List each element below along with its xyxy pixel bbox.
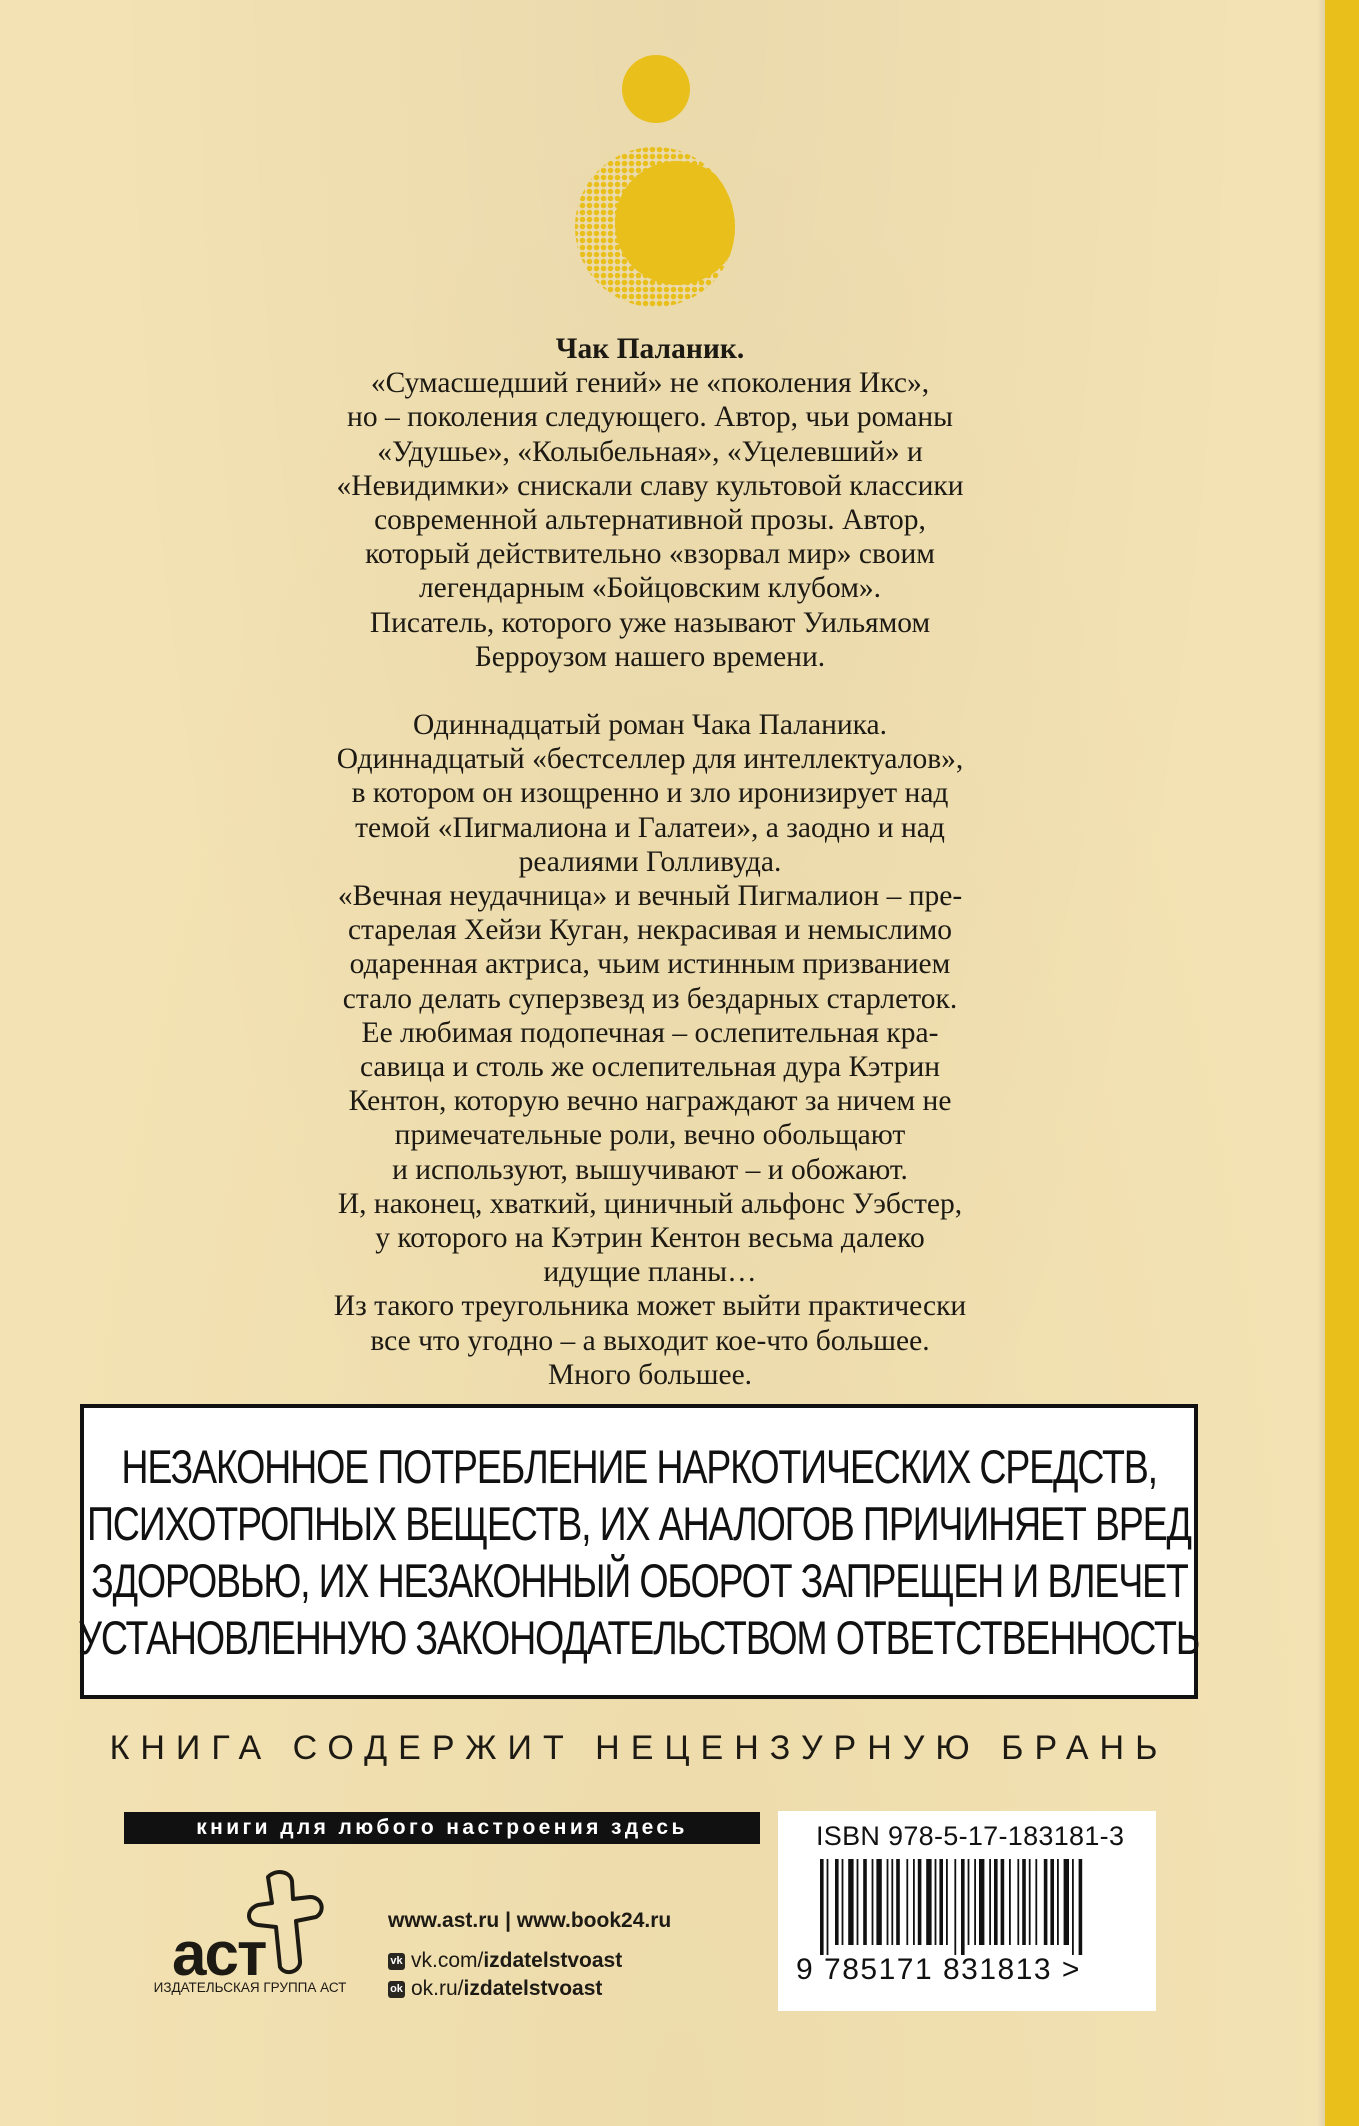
book-annotation — [170, 332, 1130, 1392]
barcode-bar — [857, 1859, 859, 1945]
paragraph-gap — [170, 674, 1130, 708]
annotation-line: «Вечная неудачница» и вечный Пигмалион – пре- — [337, 880, 963, 913]
annotation-line: Одиннадцатый роман Чака Паланика. — [412, 709, 888, 742]
barcode-bar — [1057, 1859, 1059, 1945]
promo-banner: книги для любого настроения здесь — [124, 1812, 760, 1844]
annotation-line: Одиннадцатый «бестселлер для интеллектуалов», — [336, 743, 964, 776]
ok-prefix: ok.ru/ — [411, 1977, 464, 2000]
barcode-bar — [906, 1859, 908, 1945]
annotation-line: современной альтернативной прозы. Автор, — [374, 504, 926, 537]
barcode-bar — [994, 1859, 998, 1945]
warning-line: НЕЗАКОННОЕ ПОТРЕБЛЕНИЕ НАРКОТИЧЕСКИХ СРЕДСТВ, — [121, 1439, 1157, 1493]
barcode-bar — [1079, 1859, 1083, 1955]
barcode-bar — [989, 1859, 991, 1945]
barcode-bar — [1029, 1859, 1031, 1945]
barcode-bar — [863, 1859, 867, 1945]
annotation-line: в котором он изощренно и зло иронизирует над — [351, 777, 949, 810]
barcode-bar — [1064, 1859, 1069, 1945]
annotation-line: «Невидимки» снискали славу культовой классики — [336, 469, 964, 502]
barcode-bar — [1009, 1859, 1011, 1945]
vk-link[interactable] — [388, 1948, 671, 1974]
barcode-icon — [816, 1859, 1116, 1955]
websites-link[interactable] — [388, 1906, 671, 1936]
barcode-bar — [827, 1859, 829, 1955]
author-name: Чак Паланик. — [555, 333, 745, 365]
ok-handle: izdatelstvoast — [463, 1977, 603, 2000]
barcode-bar — [1035, 1859, 1037, 1945]
publisher-links — [388, 1906, 671, 2002]
barcode-bar — [1001, 1859, 1005, 1945]
obscene-language-notice: КНИГА СОДЕРЖИТ НЕЦЕНЗУРНУЮ БРАНЬ — [109, 1729, 1169, 1767]
annotation-line: Писатель, которого уже называют Уильямом — [369, 606, 931, 639]
annotation-line: стало делать суперзвезд из бездарных старлеток. — [342, 982, 958, 1015]
annotation-line: Много большее. — [547, 1358, 753, 1391]
yellow-spine-edge — [1325, 0, 1359, 2126]
halftone-circles-decoration — [565, 55, 735, 315]
vk-handle: izdatelstvoast — [483, 1949, 623, 1972]
barcode-bar — [954, 1859, 956, 1955]
annotation-line: и используют, вышучивают – и обожают. — [392, 1153, 908, 1186]
barcode-bar — [918, 1859, 922, 1945]
barcode-bar — [979, 1859, 984, 1945]
barcode-bar — [946, 1859, 948, 1945]
barcode-bar — [887, 1859, 889, 1945]
annotation-line: все что угодно – а выходит кое-что большее. — [370, 1324, 930, 1357]
barcode-bar — [1050, 1859, 1054, 1945]
annotation-line: идущие планы… — [543, 1256, 757, 1289]
warning-line: ПСИХОТРОПНЫХ ВЕЩЕСТВ, ИХ АНАЛОГОВ ПРИЧИНЯЕТ ВРЕД — [87, 1496, 1191, 1550]
warning-line: УСТАНОВЛЕННУЮ ЗАКОНОДАТЕЛЬСТВОМ ОТВЕТСТВЕННОСТЬ — [78, 1610, 1200, 1664]
barcode-bar — [876, 1859, 881, 1945]
barcode-bar — [1072, 1859, 1074, 1955]
vk-link-text — [411, 1948, 622, 1974]
annotation-line: «Удушье», «Колыбельная», «Уцелевший» и — [377, 435, 923, 468]
small-solid-circle — [622, 55, 690, 123]
annotation-line: у которого на Кэтрин Кентон весьма далеко — [375, 1222, 925, 1255]
barcode-bar — [974, 1859, 976, 1945]
warning-line: ЗДОРОВЬЮ, ИХ НЕЗАКОННЫЙ ОБОРОТ ЗАПРЕЩЕН И ВЛЕЧЕТ — [90, 1553, 1188, 1607]
vk-prefix: vk.com/ — [411, 1949, 484, 1972]
barcode-bar — [820, 1859, 824, 1955]
annotation-line: примечательные роли, вечно обольщают — [394, 1119, 906, 1152]
publisher-caption: ИЗДАТЕЛЬСКАЯ ГРУППА АСТ — [153, 1980, 347, 1995]
annotation-line: легендарным «Бойцовским клубом». — [418, 572, 882, 605]
barcode-bar — [913, 1859, 915, 1945]
websites-text: www.ast.ru | www.book24.ru — [388, 1909, 672, 1932]
isbn-number: ISBN 978-5-17-183181-3 — [816, 1821, 1125, 1851]
spine-shadow — [1317, 0, 1325, 2126]
barcode-bar — [961, 1859, 965, 1955]
barcode-bar — [939, 1859, 943, 1945]
annotation-line: Кентон, которую вечно награждают за ничем не — [348, 1085, 952, 1118]
ok-icon: ok — [388, 1981, 405, 1998]
barcode-bar — [848, 1859, 853, 1945]
annotation-line: Ее любимая подопечная – ослепительная кра- — [361, 1016, 939, 1049]
barcode-bar — [926, 1859, 931, 1945]
barcode-bar — [935, 1859, 937, 1945]
barcode-bar — [896, 1859, 900, 1945]
ast-logo-text: аст — [172, 1920, 266, 1989]
barcode-bar — [1017, 1859, 1019, 1945]
barcode-bar — [891, 1859, 893, 1945]
annotation-line: савица и столь же ослепительная дура Кэтрин — [359, 1051, 941, 1084]
ok-link[interactable] — [388, 1976, 671, 2002]
annotation-line: И, наконец, хваткий, циничный альфонс Уэбстер, — [337, 1187, 963, 1220]
annotation-line: реалиями Голливуда. — [518, 845, 782, 878]
isbn-barcode-digits: 9 785171 831813 > — [796, 1953, 1081, 1986]
annotation-line: который действительно «взорвал мир» своим — [365, 538, 935, 571]
annotation-line: одаренная актриса, чьим истинным призванием — [349, 948, 951, 981]
isbn-barcode-box — [778, 1811, 1156, 2011]
annotation-line: Из такого треугольника может выйти практически — [333, 1290, 967, 1323]
annotation-line: темой «Пигмалиона и Галатеи», а заодно и над — [355, 811, 945, 844]
barcode-bar — [968, 1859, 970, 1945]
vk-icon: vk — [388, 1953, 405, 1970]
barcode-bar — [842, 1859, 844, 1945]
barcode-bar — [835, 1859, 839, 1945]
barcode-bar — [1022, 1859, 1026, 1945]
annotation-line: «Сумасшедший гений» не «поколения Икс», — [370, 367, 930, 400]
barcode-bar — [872, 1859, 874, 1945]
ok-link-text — [411, 1976, 602, 2002]
annotation-line: старелая Хейзи Куган, некрасивая и немыслимо — [347, 914, 953, 947]
annotation-line: но – поколения следующего. Автор, чьи романы — [347, 401, 953, 434]
barcode-bar — [1044, 1859, 1048, 1945]
drug-warning-box — [80, 1404, 1198, 1699]
annotation-line: Берроузом нашего времени. — [474, 640, 826, 673]
